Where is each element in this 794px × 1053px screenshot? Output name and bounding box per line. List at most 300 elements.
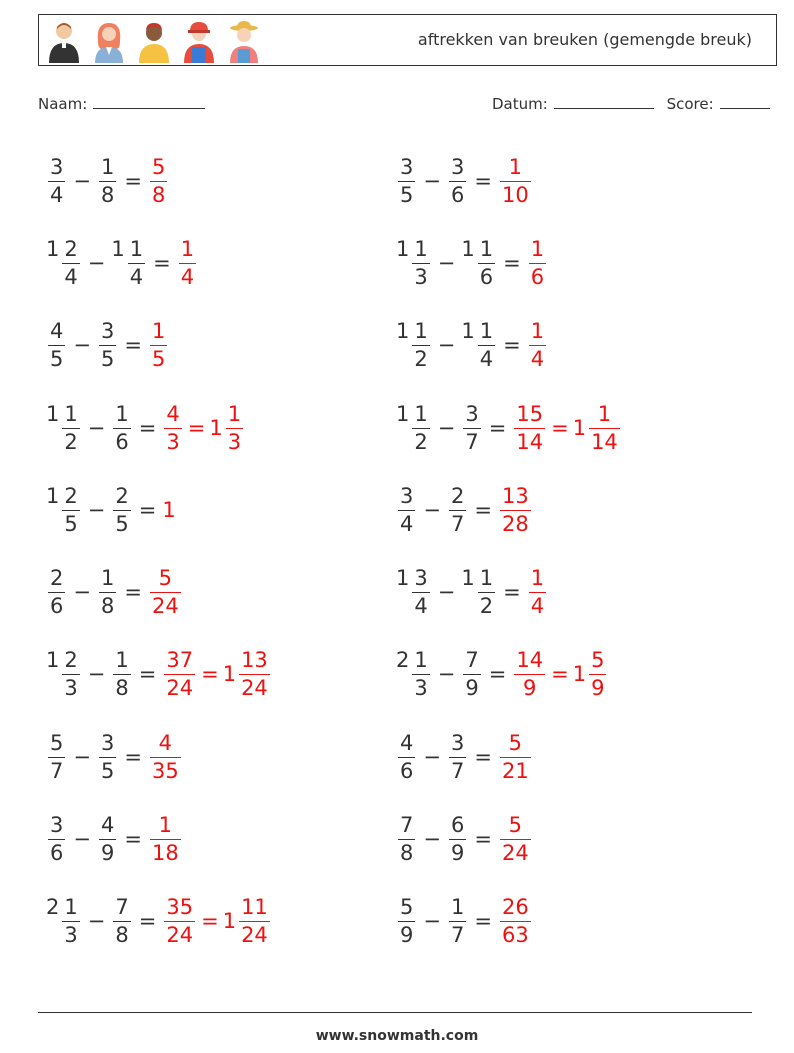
minus-sign: − (73, 827, 91, 852)
mixed-number (97, 568, 118, 617)
numerator: 1 (530, 566, 545, 591)
denominator: 9 (465, 676, 479, 701)
fraction (529, 236, 546, 289)
minus-sign: − (73, 580, 91, 605)
numerator: 1 (180, 236, 195, 261)
fraction (48, 568, 65, 617)
fraction (449, 483, 466, 536)
numerator: 5 (591, 648, 605, 673)
whole-part: 1 (222, 909, 237, 934)
fraction-bar (150, 345, 167, 346)
denominator: 4 (479, 347, 494, 372)
equals-sign-answer: = (551, 662, 569, 687)
fraction (412, 401, 429, 454)
numerator: 1 (530, 236, 545, 261)
fraction (398, 483, 415, 536)
mixed-number (461, 568, 497, 617)
denominator: 9 (400, 923, 414, 948)
fraction-bar (449, 181, 466, 182)
minus-sign: − (423, 909, 441, 934)
fraction (99, 154, 116, 207)
whole-part: 1 (46, 401, 60, 426)
avatar-row (45, 19, 263, 63)
denominator: 8 (100, 182, 115, 207)
fraction-bar (62, 263, 79, 264)
problem-row (46, 716, 272, 798)
numerator: 13 (241, 648, 268, 673)
fraction-bar (113, 921, 130, 922)
fraction (62, 897, 79, 946)
mixed-number (97, 321, 118, 370)
fraction-bar (113, 428, 130, 429)
mixed-number (447, 815, 468, 864)
denominator: 3 (64, 923, 78, 948)
score-blank (720, 94, 770, 109)
equals-sign: = (474, 827, 492, 852)
denominator: 6 (530, 264, 545, 289)
answer-number (498, 154, 533, 207)
denominator: 4 (64, 264, 78, 289)
denominator: 4 (414, 594, 428, 619)
fraction (514, 650, 545, 699)
fraction-bar (514, 674, 545, 675)
problem-row (46, 305, 272, 387)
numerator: 1 (597, 401, 612, 426)
mixed-number (396, 730, 417, 783)
denominator: 4 (50, 182, 64, 207)
equals-sign-answer: = (551, 415, 569, 440)
footer-divider (38, 1012, 752, 1013)
fraction (449, 815, 466, 864)
numerator: 15 (516, 401, 544, 426)
minus-sign: − (437, 333, 456, 358)
mixed-number (396, 650, 432, 699)
whole-part: 1 (396, 566, 410, 591)
denominator: 5 (151, 347, 166, 372)
denominator: 18 (151, 841, 179, 866)
fraction-bar (150, 181, 167, 182)
numerator: 5 (400, 895, 414, 920)
numerator: 1 (414, 401, 428, 426)
denominator: 35 (151, 758, 179, 783)
fraction-bar (398, 921, 415, 922)
answer-number (573, 650, 609, 699)
fraction (62, 401, 79, 454)
equals-sign: = (503, 580, 521, 605)
numerator: 1 (227, 401, 242, 426)
mixed-number (396, 236, 432, 289)
numerator: 13 (501, 483, 529, 508)
fraction-bar (99, 592, 116, 593)
fraction (398, 897, 415, 946)
minus-sign: − (87, 662, 106, 687)
fraction-bar (48, 345, 65, 346)
fraction (449, 154, 466, 207)
fraction-bar (589, 428, 620, 429)
numerator: 3 (100, 319, 115, 344)
fraction-bar (239, 674, 270, 675)
answer-number (527, 568, 548, 617)
fraction-bar (179, 263, 196, 264)
fraction (478, 321, 495, 370)
whole-part: 1 (461, 566, 475, 591)
fraction (500, 154, 531, 207)
equals-sign: = (474, 744, 492, 769)
date-blank (554, 94, 654, 109)
mixed-number (396, 568, 432, 617)
fraction (226, 401, 243, 454)
answer-number (148, 321, 169, 370)
numerator: 1 (151, 319, 166, 344)
denominator: 4 (180, 264, 195, 289)
fraction-bar (226, 428, 243, 429)
mixed-number (111, 897, 132, 946)
fraction (449, 730, 466, 783)
fraction (478, 236, 495, 289)
mixed-number (447, 483, 468, 536)
denominator: 7 (450, 923, 465, 948)
problem-row (396, 634, 622, 716)
fraction-bar (62, 510, 79, 511)
equals-sign: = (474, 497, 492, 522)
numerator: 3 (50, 813, 64, 838)
answer-number (498, 815, 533, 864)
date-label: Datum: (492, 95, 548, 113)
mixed-number (46, 401, 82, 454)
worker-avatar-icon (180, 19, 218, 63)
fraction (529, 568, 546, 617)
fraction (113, 897, 130, 946)
footer-url: www.snowmath.com (315, 1028, 479, 1044)
fraction (113, 650, 130, 699)
whole-part: 1 (162, 497, 176, 522)
fraction (589, 650, 606, 699)
denominator: 5 (115, 511, 129, 536)
denominator: 5 (400, 182, 414, 207)
fraction-bar (412, 592, 429, 593)
answer-number (572, 401, 622, 454)
fraction-bar (113, 510, 130, 511)
fraction-bar (150, 592, 181, 593)
numerator: 5 (151, 154, 166, 179)
mixed-number (46, 321, 67, 370)
mixed-number (396, 154, 417, 207)
whole-part: 1 (46, 483, 60, 508)
fraction-bar (529, 263, 546, 264)
equals-sign-answer: = (201, 909, 219, 934)
numerator: 1 (508, 154, 523, 179)
denominator: 9 (100, 841, 115, 866)
answer-number (148, 730, 183, 783)
fraction (150, 568, 181, 617)
denominator: 8 (400, 841, 414, 866)
answer-number (527, 321, 548, 370)
denominator: 6 (115, 429, 129, 454)
answer-number (148, 568, 183, 617)
denominator: 8 (151, 182, 166, 207)
equals-sign: = (124, 580, 142, 605)
denominator: 24 (501, 841, 529, 866)
problem-row (396, 305, 622, 387)
numerator: 3 (100, 730, 115, 755)
fraction (113, 483, 130, 536)
fraction-bar (412, 263, 429, 264)
fraction (150, 154, 167, 207)
fraction-bar (150, 757, 181, 758)
minus-sign: − (423, 827, 441, 852)
mixed-number (447, 154, 468, 207)
mixed-number (461, 321, 497, 370)
fraction-bar (48, 839, 65, 840)
farmer-avatar-icon (225, 19, 263, 63)
numerator: 1 (100, 154, 115, 179)
fraction-bar (62, 921, 79, 922)
denominator: 2 (414, 429, 428, 454)
whole-part: 1 (46, 236, 60, 261)
numerator: 3 (450, 730, 465, 755)
denominator: 3 (166, 429, 180, 454)
fraction (128, 236, 145, 289)
denominator: 14 (516, 429, 544, 454)
fraction-bar (478, 345, 495, 346)
denominator: 6 (450, 182, 465, 207)
denominator: 14 (591, 429, 618, 454)
problem-row (46, 798, 272, 880)
fraction-bar (128, 263, 145, 264)
denominator: 4 (530, 347, 545, 372)
numerator: 2 (50, 566, 64, 591)
name-field (38, 94, 205, 113)
minus-sign: − (73, 744, 91, 769)
equals-sign: = (124, 827, 142, 852)
fraction-bar (48, 592, 65, 593)
fraction-bar (99, 757, 116, 758)
numerator: 1 (158, 813, 173, 838)
mixed-number (111, 236, 147, 289)
fraction (500, 815, 531, 864)
fraction-bar (500, 839, 531, 840)
mixed-number (447, 897, 468, 946)
answer-number (223, 897, 272, 946)
denominator: 24 (241, 676, 268, 701)
denominator: 8 (115, 676, 129, 701)
mixed-number (396, 321, 432, 370)
numerator: 2 (64, 483, 78, 508)
answer-number (177, 236, 198, 289)
problem-row (396, 551, 622, 633)
priest-avatar-icon (45, 19, 83, 63)
fraction-bar (99, 345, 116, 346)
fraction (463, 650, 480, 699)
minus-sign: − (423, 168, 441, 193)
denominator: 6 (50, 594, 64, 619)
mixed-number (111, 401, 132, 454)
denominator: 21 (501, 758, 529, 783)
numerator: 5 (508, 813, 523, 838)
fraction-bar (449, 839, 466, 840)
numerator: 5 (508, 730, 523, 755)
fraction (48, 154, 65, 207)
numerator: 1 (115, 401, 129, 426)
mixed-number (97, 154, 118, 207)
name-label: Naam: (38, 95, 88, 113)
mixed-number (461, 650, 482, 699)
numerator: 2 (64, 648, 78, 673)
fraction-bar (164, 921, 195, 922)
fraction-bar (463, 428, 480, 429)
problem-row (396, 798, 622, 880)
whole-part: 1 (222, 662, 237, 687)
whole-part: 1 (46, 648, 60, 673)
fraction-bar (164, 428, 181, 429)
fraction (48, 321, 65, 370)
denominator: 2 (414, 347, 428, 372)
numerator: 4 (50, 319, 64, 344)
worksheet-header (38, 14, 777, 66)
fraction (398, 730, 415, 783)
fraction (164, 897, 195, 946)
equals-sign: = (138, 415, 157, 440)
minus-sign: − (423, 497, 441, 522)
numerator: 4 (100, 813, 115, 838)
numerator: 3 (400, 483, 414, 508)
numerator: 1 (479, 236, 494, 261)
fraction (99, 730, 116, 783)
answer-number (148, 815, 183, 864)
minus-sign: − (87, 415, 106, 440)
minus-sign: − (437, 662, 456, 687)
fraction-bar (529, 592, 546, 593)
numerator: 7 (115, 895, 129, 920)
fraction (99, 568, 116, 617)
fraction-bar (514, 428, 545, 429)
answer-number (498, 483, 533, 536)
numerator: 6 (450, 813, 465, 838)
fraction-bar (529, 345, 546, 346)
numerator: 1 (100, 566, 115, 591)
fraction (164, 401, 181, 454)
minus-sign: − (73, 168, 91, 193)
minus-sign: − (437, 580, 456, 605)
whole-part: 1 (396, 236, 410, 261)
worksheet-title: aftrekken van breuken (gemengde breuk) (417, 30, 752, 49)
woman-avatar-icon (90, 19, 128, 63)
numerator: 7 (400, 813, 414, 838)
mixed-number (396, 483, 417, 536)
numerator: 11 (241, 895, 268, 920)
fraction (62, 650, 79, 699)
whole-part: 1 (396, 401, 410, 426)
mixed-number (97, 815, 118, 864)
whole-part: 2 (46, 895, 60, 920)
denominator: 2 (479, 594, 494, 619)
numerator: 2 (64, 236, 78, 261)
denominator: 24 (151, 594, 179, 619)
answer-number (162, 897, 197, 946)
mixed-number (111, 650, 132, 699)
equals-sign: = (474, 168, 492, 193)
numerator: 3 (400, 154, 414, 179)
numerator: 1 (115, 648, 129, 673)
fraction (150, 815, 181, 864)
fraction (514, 401, 545, 454)
denominator: 7 (50, 758, 64, 783)
fraction-bar (449, 757, 466, 758)
minus-sign: − (87, 250, 106, 275)
problem-row (396, 469, 622, 551)
fraction-bar (449, 921, 466, 922)
fraction (179, 236, 196, 289)
numerator: 4 (158, 730, 173, 755)
fraction (478, 568, 495, 617)
mixed-number (461, 236, 497, 289)
fraction (412, 236, 429, 289)
denominator: 24 (166, 676, 194, 701)
problem-row (396, 716, 622, 798)
numerator: 4 (400, 730, 414, 755)
numerator: 14 (516, 648, 544, 673)
problem-row (46, 387, 272, 469)
answer-number (527, 236, 548, 289)
minus-sign: − (437, 415, 456, 440)
numerator: 7 (465, 648, 479, 673)
fraction-bar (500, 921, 531, 922)
numerator: 1 (414, 236, 428, 261)
fraction-bar (463, 674, 480, 675)
numerator: 37 (166, 648, 194, 673)
answer-number (148, 154, 169, 207)
equals-sign: = (503, 333, 521, 358)
fraction (99, 321, 116, 370)
mixed-number (396, 401, 432, 454)
numerator: 5 (158, 566, 173, 591)
score-label: Score: (666, 95, 714, 113)
denominator: 8 (100, 594, 115, 619)
denominator: 5 (64, 511, 78, 536)
equals-sign: = (138, 662, 157, 687)
fraction-bar (589, 674, 606, 675)
fraction (239, 650, 270, 699)
fraction-bar (99, 181, 116, 182)
denominator: 4 (530, 594, 545, 619)
fraction (62, 483, 79, 536)
mixed-number (396, 897, 417, 946)
denominator: 7 (465, 429, 479, 454)
denominator: 3 (414, 264, 428, 289)
problem-row (46, 469, 272, 551)
problem-row (396, 222, 622, 304)
fraction (398, 154, 415, 207)
whole-part: 1 (461, 319, 475, 344)
fraction (412, 321, 429, 370)
fraction-bar (62, 428, 79, 429)
numerator: 2 (450, 483, 465, 508)
fraction (463, 401, 480, 454)
fraction-bar (99, 839, 116, 840)
denominator: 3 (414, 676, 428, 701)
whole-part: 2 (396, 648, 410, 673)
fraction-bar (150, 839, 181, 840)
answer-number (512, 401, 547, 454)
fraction (412, 650, 429, 699)
mixed-number (461, 401, 482, 454)
mixed-number (46, 730, 67, 783)
whole-part: 1 (461, 236, 475, 261)
denominator: 3 (64, 676, 78, 701)
equals-sign-answer: = (187, 415, 206, 440)
fraction-bar (412, 345, 429, 346)
denominator: 9 (523, 676, 537, 701)
